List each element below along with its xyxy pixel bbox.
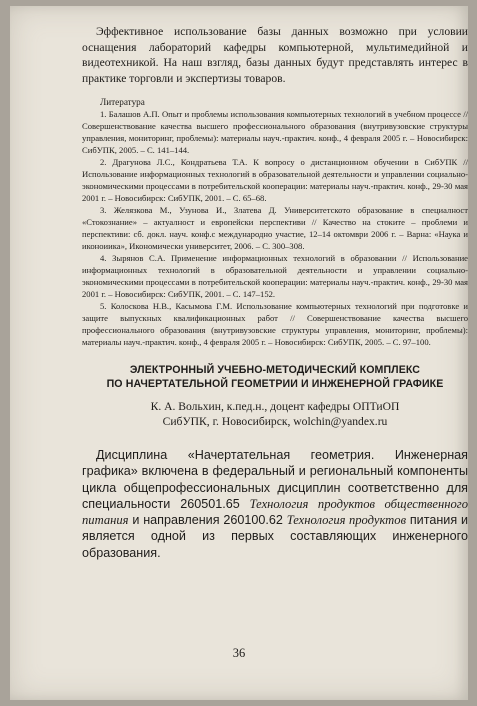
article-title-line: ПО НАЧЕРТАТЕЛЬНОЙ ГЕОМЕТРИИ И ИНЖЕНЕРНОЙ ГРАФИКЕ (106, 378, 444, 390)
article-affiliation: СибУПК, г. Новосибирск, wolchin@yandex.ru (162, 415, 388, 428)
reference-item: 3. Желязкова М., Узунова И., Златева Д. Университетското образование в специалност «Стокознание» – актуалност и европейски перспективи // Качество на стоките – проблеми и перспективи: сб. докл. науч. конф.с международно участие, 12–14 октомври 2006 г. – Варна: «Наука и иконоиика», Икономически университет, 2006. – С. 300–308. (82, 205, 468, 251)
reference-item: 2. Драгунова Л.С., Кондратьева Т.А. К вопросу о дистанционном обучении в СибУПК // Использование информационных технологий в образовательной деятельности и управлении социально-экономическими процессами в потребительской кооперации: материалы науч.-практич. конф., 29-30 мая 2001 г. – Новосибирск: СибУПК, 2001. – С. 65–68. (82, 157, 468, 203)
page-content (82, 24, 468, 561)
references-heading: Литература (100, 97, 145, 107)
reference-item: 5. Колоскова Н.В., Касымова Г.М. Использование компьютерных технологий при подготовке и защите выпускных квалификационных работ // Совершенствование качества высшего профессионального образования (внутривузовские структуры управления, мониторинг, проблемы): материалы науч.-практич. конф., 4 февраля 2005 г. – Новосибирск: СибУПК, 2005. – С. 97–100. (82, 301, 468, 347)
document-page (10, 6, 468, 700)
body-text: Дисциплина «Начертательная геометрия. Инженерная графика» включена в федеральный и региональный компоненты цикла общепрофессиональных дисциплин соответственно для специальности 260501.65 (82, 448, 468, 511)
references-list (82, 108, 468, 348)
page-number: 36 (232, 646, 246, 660)
specialty-name: Технология продуктов общественного питания (82, 496, 468, 528)
article-title-line: ЭЛЕКТРОННЫЙ УЧЕБНО-МЕТОДИЧЕСКИЙ КОМПЛЕКС (129, 364, 421, 376)
article-author: К. А. Вольхин, к.пед.н., доцент кафедры ОПТиОП (150, 400, 400, 413)
direction-name: Технология продуктов (286, 513, 407, 528)
intro-paragraph: Эффективное использование базы данных возможно при условии оснащения лабораторий кафедры компьютерной, мультимедийной и видеотехникой. На наш взгляд, базы данных будут представлять интерес в практике торговли и экспертизы товаров. (82, 25, 468, 85)
reference-item: 1. Балашов А.П. Опыт и проблемы использования компьютерных технологий в учебном процессе // Совершенствование качества высшего профессионального образования (внутривузовские структуры управления, мониторинг, проблемы): материалы науч.-практич. конф., 4 февраля 2005 г. – Новосибирск: СибУПК, 2005. – С. 141–144. (82, 109, 468, 155)
body-text: и направления 260100.62 (128, 513, 287, 528)
article-title (82, 363, 468, 391)
reference-item: 4. Зырянов С.А. Применение информационных технологий в образовании // Использование информационных технологий в образовательной деятельности и управлении социально-экономическими процессами в потребительской кооперации: материалы науч.-практич. конф., 29-30 мая 2001 г. – Новосибирск: СибУПК, 2001. – С. 147–152. (82, 253, 468, 299)
body-text: питания и является одной из первых составляющих инженерного образования. (82, 513, 468, 560)
article-body-paragraph (82, 447, 468, 561)
